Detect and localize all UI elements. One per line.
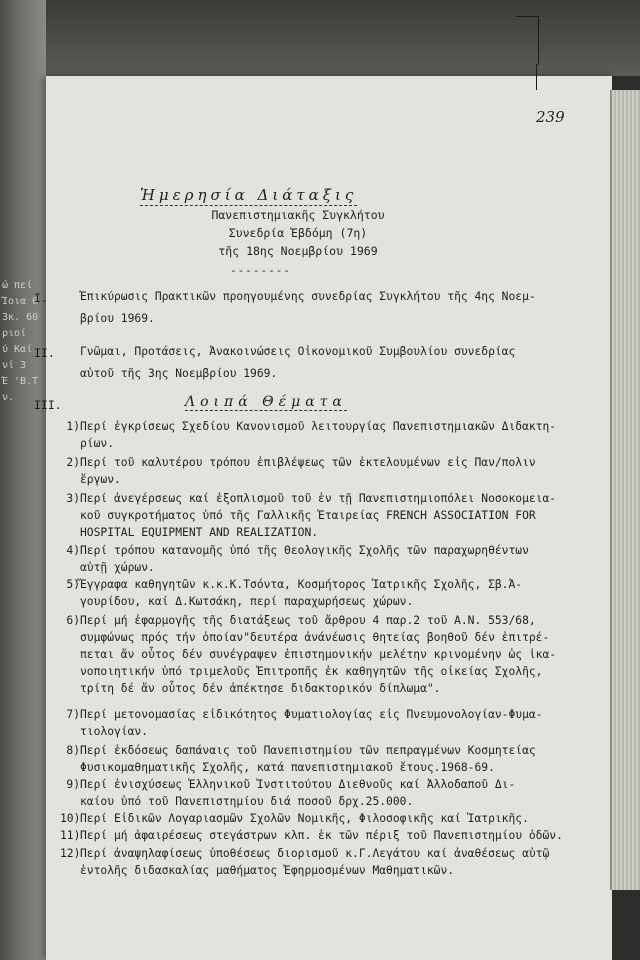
agenda-item: [60, 418, 600, 452]
agenda-item: [60, 706, 600, 740]
agenda-item-line: Περί ἀνεγέρσεως καί ἐξοπλισμοῦ τοῦ ἐν τῇ Πανεπιστημιοπόλει Νοσοκομεια-: [80, 492, 557, 505]
agenda-item-line: Περί μή ἐφαρμογῆς τῆς διατάξεως τοῦ ἄρθρου 4 παρ.2 τοῦ Α.Ν. 553/68,: [80, 614, 536, 627]
agenda-item-line: ἔργων.: [80, 473, 121, 486]
agenda-item-number: 4): [66, 544, 80, 557]
agenda-item-line: τιολογίαν.: [80, 725, 149, 738]
agenda-item-number: 8): [66, 744, 80, 757]
section-numeral: III.: [34, 398, 62, 412]
agenda-item-line: Περί τρόπου κατανομῆς ὑπό τῆς Θεολογικῆς Σχολῆς τῶν παραχωρηθέντων: [80, 544, 529, 557]
adjacent-page-edge: [0, 0, 46, 960]
agenda-item-number: 11): [60, 829, 81, 842]
scan-background-top: [46, 0, 640, 76]
divider: --------: [230, 264, 291, 277]
edge-fragment: 3κ. 60: [2, 312, 39, 323]
agenda-item-line: Περί Εἰδικῶν Λογαριασμῶν Σχολῶν Νομικῆς, Φιλοσοφικῆς καί Ἰατρικῆς.: [80, 812, 529, 825]
edge-fragment: ριοί: [2, 328, 27, 339]
agenda-item-line: Περί ἐνισχύσεως Ἑλληνικοῦ Ἰνστιτούτου Διεθνοῦς καί Ἀλλοδαποῦ Δι-: [80, 778, 516, 791]
crop-mark: [516, 16, 539, 65]
agenda-item-line: Περί ἐγκρίσεως Σχεδίου Κανονισμοῦ λειτουργίας Πανεπιστημιακῶν Διδακτη-: [80, 420, 557, 433]
agenda-item: [60, 542, 600, 576]
edge-fragment: νί 3: [2, 360, 27, 371]
agenda-item-line: Ἔγγραφα καθηγητῶν κ.κ.Κ.Τσόντα, Κοσμήτορος Ἰατρικῆς Σχολῆς, Σβ.Ἀ-: [80, 578, 523, 591]
agenda-item-line: Περί μετονομασίας εἰδικότητος Φυματιολογίας εἰς Πνευμονολογίαν-Φυμα-: [80, 708, 543, 721]
agenda-item: [60, 454, 600, 488]
agenda-item-line: Περί ἐκδόσεως δαπάναις τοῦ Πανεπιστημίου τῶν πεπραγμένων Κοσμητείας: [80, 744, 536, 757]
agenda-item: [60, 742, 600, 776]
agenda-item-line: κοῦ συγκροτήματος ὑπό τῆς Γαλλικῆς Ἑταιρείας FRENCH ASSOCIATION FOR: [80, 509, 536, 522]
agenda-item: [60, 776, 600, 810]
agenda-item-number: 2): [66, 456, 80, 469]
section-numeral: II.: [34, 346, 55, 360]
agenda-item-number: 12): [60, 847, 81, 860]
agenda-item-number: 7): [66, 708, 80, 721]
agenda-item-line: συμφώνως πρός τήν ὁποίαν"δευτέρα ἀνάνέωσις θητείας βοηθοῦ δέν ἐπιτρέ-: [80, 631, 550, 644]
agenda-item-line: ἐντολῆς διδασκαλίας μαθήματος Ἐφηρμοσμένων Μαθηματικῶν.: [80, 864, 455, 877]
subtitle-line: τῆς 18ης Νοεμβρίου 1969: [218, 244, 378, 258]
agenda-item-line: Περί τοῦ καλυτέρου τρόπου ἐπιβλέψεως τῶν ἐκτελουμένων εἰς Παν/πολιν: [80, 456, 536, 469]
edge-fragment: ύ Καί: [2, 344, 33, 355]
crop-mark: [536, 64, 537, 90]
agenda-item-line: ρίων.: [80, 437, 115, 450]
section-numeral: I.: [34, 291, 48, 305]
agenda-item-number: 3): [66, 492, 80, 505]
section-line: αὐτοῦ τῆς 3ης Νοεμβρίου 1969.: [80, 367, 278, 380]
agenda-item-number: 5): [66, 578, 80, 591]
subtitle-line: Συνεδρία Ἑβδόμη (7η): [228, 226, 368, 240]
agenda-item: [60, 810, 600, 827]
section-text: [80, 341, 580, 385]
edge-fragment: ν.: [2, 392, 15, 403]
agenda-item-line: αὐτῇ χώρων.: [80, 561, 155, 574]
document-title-text: Ἡμερησία Διάταξις: [140, 186, 358, 204]
agenda-item-number: 1): [66, 420, 80, 433]
agenda-item-line: Περί μή ἀφαιρέσεως στεγάστρων κλπ. ἐκ τῶν πέριξ τοῦ Πανεπιστημίου ὁδῶν.: [80, 829, 563, 842]
agenda-item-line: Περί ἀναψηλαφίσεως ὑποθέσεως διορισμοῦ κ.Γ.Λεγάτου καί ἀναθέσεως αὐτῷ: [80, 847, 550, 860]
agenda-item-line: τρίτη δέ ἄν οὗτος δέν ἀπέκτησε διδακτορικόν δίπλωμα".: [80, 682, 441, 695]
agenda-item-line: HOSPITAL EQUIPMENT AND REALIZATION.: [80, 526, 319, 539]
agenda-item-line: γουρίδου, καί Δ.Κωτσάκη, περί παραχωρήσεως χώρων.: [80, 595, 414, 608]
edge-fragment: Έ 'Β.Τ: [2, 376, 39, 387]
agenda-item: [60, 490, 600, 541]
agenda-item: [60, 845, 600, 879]
page-number: 239: [536, 108, 565, 126]
agenda-item: [60, 612, 600, 697]
section-text: [80, 286, 580, 330]
agenda-item-line: Φυσικομαθηματικῆς Σχολῆς, κατά πανεπιστημιακοῦ ἔτους.1968-69.: [80, 761, 495, 774]
edge-fragment: ώ πεί: [2, 280, 33, 291]
agenda-item-number: 6): [66, 614, 80, 627]
section-line: Ἐπικύρωσις Πρακτικῶν προηγουμένης συνεδρίας Συγκλήτου τῆς 4ης Νοεμ-: [80, 290, 536, 303]
book-page-edges: [610, 90, 640, 890]
agenda-item-line: νοποιητικήν ὑπό τριμελοῦς Ἐπιτροπῆς ἐκ καθηγητῶν τῆς οἰκείας Σχολῆς,: [80, 665, 543, 678]
agenda-item-number: 10): [60, 812, 81, 825]
section-line: βρίου 1969.: [80, 312, 155, 325]
agenda-item: [60, 827, 600, 844]
agenda-item-line: καίου ὑπό τοῦ Πανεπιστημίου διά ποσοῦ δρχ.25.000.: [80, 795, 414, 808]
agenda-item-number: 9): [66, 778, 80, 791]
subtitle-line: Πανεπιστημιακῆς Συγκλήτου: [211, 208, 385, 222]
agenda-item-line: πεται ἄν οὗτος δέν συνέγραψεν ἐπιστημονικήν μελέτην κρινομένην ὡς ἱκα-: [80, 648, 557, 661]
agenda-item: [60, 576, 600, 610]
edge-fragment: Ίοια 0: [2, 296, 39, 307]
section-line: Γνῶμαι, Προτάσεις, Ἀνακοινώσεις Οἰκονομικοῦ Συμβουλίου συνεδρίας: [80, 345, 516, 358]
section-heading: Λοιπά Θέματα: [185, 394, 347, 410]
document-title: [140, 186, 400, 204]
